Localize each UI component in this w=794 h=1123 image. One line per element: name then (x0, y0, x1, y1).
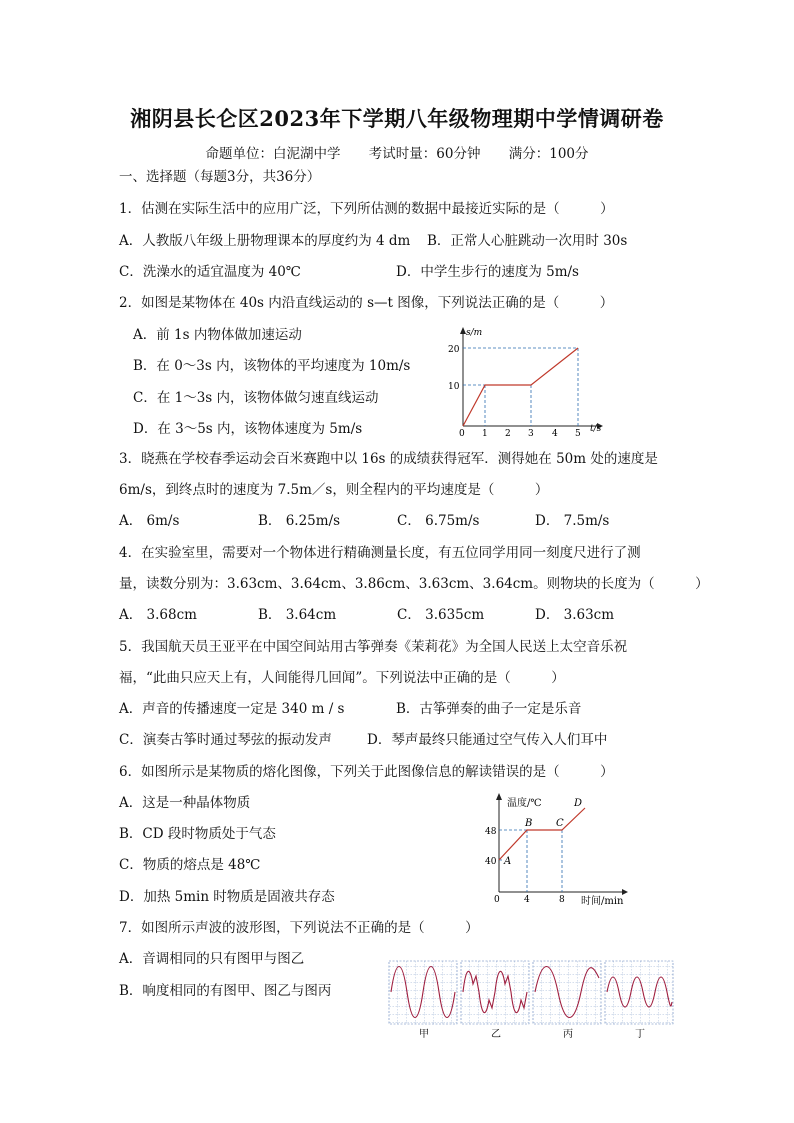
q5-option-c: C．演奏古筝时通过琴弦的振动发声 (119, 732, 332, 748)
q4-option-a: A． 3.68cm (119, 607, 197, 623)
q6-xtick: 4 (524, 895, 530, 905)
q6-stem: 6．如图所示是某物质的熔化图像，下列关于此图像信息的解读错误的是（ ） (119, 764, 614, 780)
q6-option-a: A．这是一种晶体物质 (119, 795, 251, 811)
q1-option-a: A．人教版八年级上册物理课本的厚度约为 4 dm (119, 233, 411, 249)
q2-ytick: 20 (448, 345, 460, 355)
q2-xtick: 4 (552, 429, 558, 437)
q4-option-d: D． 3.63cm (535, 607, 615, 623)
q2-xtick: 1 (482, 429, 488, 437)
q3-option-d: D． 7.5m/s (535, 513, 610, 529)
q4-stem-line2: 量，读数分别为：3.63cm、3.64cm、3.86cm、3.63cm、3.64cm。则物块的长度为（ ） (119, 576, 709, 592)
q2-ylabel: s/m (466, 328, 483, 338)
q2-stem: 2．如图是某物体在 40s 内沿直线运动的 s—t 图像，下列说法正确的是（ ） (119, 295, 614, 311)
section-heading: 一、选择题（每题3分，共36分） (119, 169, 321, 185)
q4-option-c: C． 3.635cm (397, 607, 485, 623)
q6-xtick: 8 (559, 895, 565, 905)
meta-time: 考试时量：60分钟 (368, 146, 481, 162)
q3-stem-line1: 3．晓燕在学校春季运动会百米赛跑中以 16s 的成绩获得冠军．测得她在 50m 处的速度是 (119, 451, 658, 467)
wave-label: 丁 (635, 1029, 645, 1040)
q1-option-b: B．正常人心脏跳动一次用时 30s (427, 233, 628, 249)
q6-melting-graph (482, 788, 632, 910)
q2-option-c: C．在 1～3s 内，该物体做匀速直线运动 (133, 390, 379, 406)
q1-option-c: C．洗澡水的适宜温度为 40℃ (119, 264, 301, 280)
meta-score: 满分：100分 (508, 146, 589, 162)
q5-stem-line1: 5．我国航天员王亚平在中国空间站用古筝弹奏《茉莉花》为全国人民送上太空音乐祝 (119, 639, 628, 655)
q7-option-a: A．音调相同的只有图甲与图乙 (119, 951, 305, 967)
wave-label: 丙 (563, 1029, 573, 1040)
q3-stem-line2: 6m/s，到终点时的速度为 7.5m／s，则全程内的平均速度是（ ） (119, 482, 549, 498)
wave-ding (605, 961, 673, 1024)
q2-st-graph (445, 322, 605, 437)
wave-jia (389, 961, 457, 1024)
q6-melting-curve (499, 808, 585, 860)
meta-unit: 命题单位：白泥湖中学 (205, 146, 341, 162)
q2-xtick: 3 (528, 429, 534, 437)
q4-stem-line1: 4．在实验室里，需要对一个物体进行精确测量长度，有五位同学用同一刻度尺进行了测 (119, 545, 641, 561)
q6-ytick: 48 (485, 827, 497, 837)
paper-meta (0, 142, 794, 162)
q2-option-d: D．在 3～5s 内，该物体速度为 5m/s (133, 421, 363, 437)
q6-option-c: C．物质的熔点是 48℃ (119, 857, 261, 873)
q5-option-d: D．琴声最终只能通过空气传入人们耳中 (367, 732, 608, 748)
q6-option-d: D．加热 5min 时物质是固液共存态 (119, 889, 335, 905)
wave-label: 甲 (419, 1029, 429, 1040)
q1-option-d: D．中学生步行的速度为 5m/s (396, 264, 579, 280)
q6-option-b: B．CD 段时物质处于气态 (119, 826, 276, 842)
q2-ytick: 10 (448, 382, 460, 392)
wave-yi (461, 961, 529, 1024)
q6-xtick: 0 (494, 895, 500, 905)
q6-ylabel: 温度/℃ (507, 798, 542, 809)
q5-option-b: B．古筝弹奏的曲子一定是乐音 (396, 701, 582, 717)
q6-point-label: A (504, 856, 512, 867)
q4-option-b: B． 3.64cm (258, 607, 337, 623)
q6-ytick: 40 (485, 857, 497, 867)
q2-xtick: 2 (505, 429, 511, 437)
wave-label: 乙 (491, 1029, 501, 1040)
q2-xtick: 0 (459, 429, 465, 437)
q2-st-curve (463, 348, 578, 426)
q6-point-label: B (525, 818, 533, 829)
q5-option-a: A．声音的传播速度一定是 340 m / s (119, 701, 345, 717)
q3-option-c: C． 6.75m/s (397, 513, 480, 529)
q3-option-a: A． 6m/s (119, 513, 180, 529)
wave-bing (533, 961, 601, 1024)
q2-option-a: A．前 1s 内物体做加速运动 (133, 327, 302, 343)
q7-waveforms (388, 958, 674, 1040)
q5-stem-line2: 福，“此曲只应天上有，人间能得几回闻”。下列说法中正确的是（ ） (119, 670, 565, 686)
q3-option-b: B． 6.25m/s (258, 513, 341, 529)
q7-option-b: B．响度相同的有图甲、图乙与图丙 (119, 983, 332, 999)
q6-point-label: C (556, 818, 564, 829)
q2-xlabel: t/s (590, 424, 602, 434)
q7-stem: 7．如图所示声波的波形图，下列说法不正确的是（ ） (119, 920, 479, 936)
q2-xtick: 5 (575, 429, 581, 437)
q1-stem: 1．估测在实际生活中的应用广泛，下列所估测的数据中最接近实际的是（ ） (119, 201, 614, 217)
q6-point-label: D (574, 798, 583, 809)
q2-option-b: B．在 0～3s 内，该物体的平均速度为 10m/s (133, 358, 411, 374)
paper-title: 湘阴县长仑区2023年下学期八年级物理期中学情调研卷 (130, 106, 664, 131)
q6-xlabel: 时间/min (581, 896, 624, 907)
